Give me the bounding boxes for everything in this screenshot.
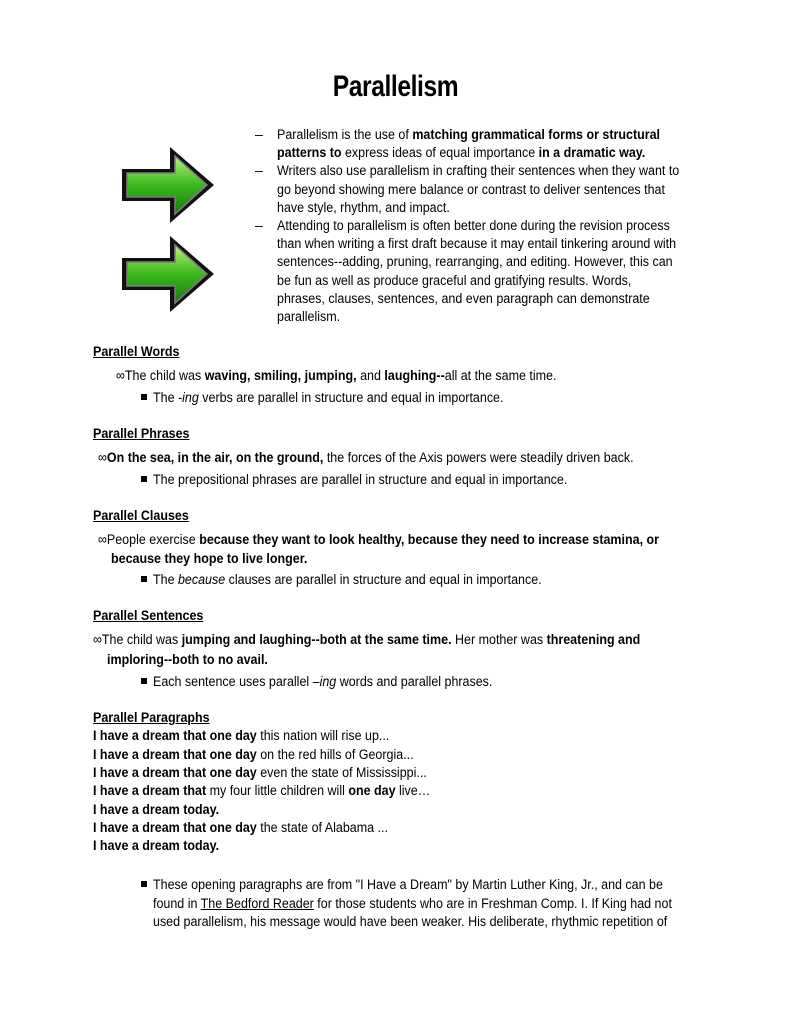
bullet-icon xyxy=(141,678,147,684)
dream-line: I have a dream today. xyxy=(93,838,220,854)
list-item: – Attending to parallelism is often better done during the revision process than when writing a first draft because it may entail tinkering around with sentences--adding, pruning, rearranging, and editing. However, this can be fun as well as produce graceful and gratifying results. Words, phrases, clauses, sentences, and even paragraph can demonstrate parallelism. xyxy=(255,218,677,326)
note-paragraphs: These opening paragraphs are from "I Have a Dream" by Martin Luther King, Jr., and can be xyxy=(141,876,732,895)
dream-line: I have a dream that one day this nation will rise up... xyxy=(93,728,390,744)
note-phrases: The prepositional phrases are parallel in structure and equal in importance. xyxy=(141,471,624,490)
page-title: Parallelism xyxy=(332,70,459,103)
bullet-icon xyxy=(141,881,147,887)
example-clauses-cont: because they hope to live longer. xyxy=(111,551,308,567)
section-heading-clauses: Parallel Clauses xyxy=(93,508,189,524)
dream-line: I have a dream that one day even the state of Mississippi... xyxy=(93,765,427,781)
right-arrow-icon xyxy=(118,232,218,316)
dream-line: I have a dream today. xyxy=(93,802,220,818)
bullet-icon xyxy=(141,476,147,482)
section-heading-paragraphs: Parallel Paragraphs xyxy=(93,710,210,726)
right-arrow-icon xyxy=(118,143,218,227)
note-words: The -ing verbs are parallel in structure and equal in importance. xyxy=(141,389,551,408)
intro-list xyxy=(255,126,715,326)
bullet-icon xyxy=(141,394,147,400)
note-paragraphs-line3: used parallelism, his message would have been weaker. His deliberate, rhythmic repetition of xyxy=(153,914,668,930)
section-heading-phrases: Parallel Phrases xyxy=(93,426,190,442)
list-item: – Parallelism is the use of matching grammatical forms or structural patterns to express ideas of equal importance in a dramatic way. xyxy=(255,127,661,162)
example-phrases: ∞On the sea, in the air, on the ground, the forces of the Axis powers were steadily driven back. xyxy=(98,450,634,466)
example-words: ∞The child was waving, smiling, jumping, and laughing--all at the same time. xyxy=(116,368,557,384)
example-clauses: ∞People exercise because they want to look healthy, because they need to increase stamina, or xyxy=(98,532,659,548)
example-sentences-cont: imploring--both to no avail. xyxy=(107,652,268,668)
book-title-link: The Bedford Reader xyxy=(200,896,314,912)
dream-line: I have a dream that one day the state of Alabama ... xyxy=(93,820,388,836)
bullet-icon xyxy=(141,576,147,582)
section-heading-words: Parallel Words xyxy=(93,344,180,360)
dream-line: I have a dream that my four little children will one day live… xyxy=(93,783,431,799)
dream-line: I have a dream that one day on the red hills of Georgia... xyxy=(93,747,414,763)
example-sentences: ∞The child was jumping and laughing--both at the same time. Her mother was threatening and xyxy=(93,632,641,648)
list-item: – Writers also use parallelism in crafting their sentences when they want to go beyond showing mere balance or contrast to deliver sentences that have style, rhythm, and impact. xyxy=(255,163,680,216)
note-clauses: The because clauses are parallel in structure and equal in importance. xyxy=(141,571,595,590)
note-paragraphs-line2: found in The Bedford Reader for those students who are in Freshman Comp. I. If King had not xyxy=(153,896,672,912)
note-sentences: Each sentence uses parallel –ing words and parallel phrases. xyxy=(141,673,539,692)
section-heading-sentences: Parallel Sentences xyxy=(93,608,204,624)
